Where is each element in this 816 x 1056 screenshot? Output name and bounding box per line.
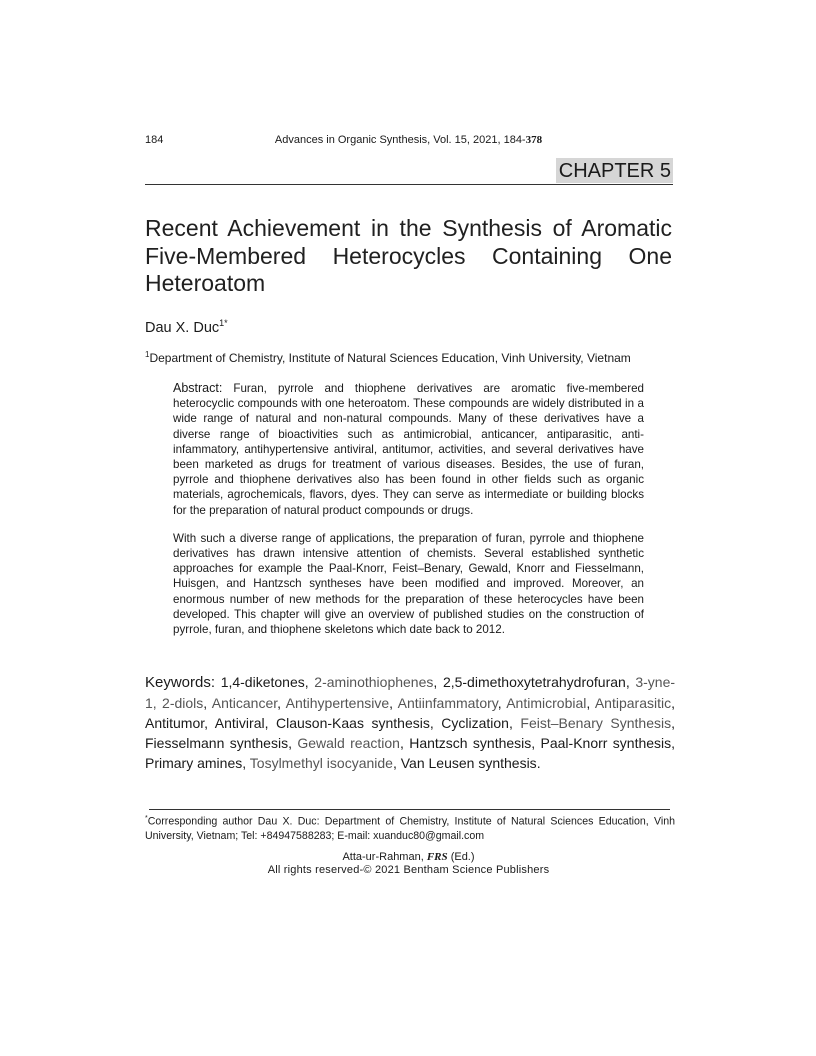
abstract-label: Abstract: — [173, 381, 223, 395]
keyword: Antihypertensive — [285, 695, 390, 711]
author-marks: 1* — [219, 318, 228, 328]
abstract-text: Furan, pyrrole and thiophene derivatives are aromatic five-membered heterocyclic compounds with one heteroatom. These compounds are widely distributed in a wide range of natural and non-natural compounds. Many of these derivatives have a diverse range of bioactivities such as antimicrobial, anticancer, antiparasitic, anti-infammatory, antihypertensive antiviral, antitumor, activities, and several derivatives have been marketed as drugs for treatment of various diseases. Besides, the use of furan, pyrrole and thiophene derivatives also has been found in other fields such as organic materials, agrochemicals, flavors, dyes. They can serve as intermediate or building blocks for the preparation of natural product compounds or drugs. — [173, 382, 644, 517]
keyword: 3-yne-1, 2-diols — [145, 674, 676, 711]
keyword: Tosylmethyl isocyanide — [249, 755, 393, 771]
abstract — [173, 381, 644, 650]
title-line: Five-Membered Heterocycles Containing One — [145, 242, 672, 269]
keywords-list: 1,4-diketones, 2-aminothiophenes, 2,5-dimethoxytetrahydrofuran, 3-yne-1, 2-diols, Anticancer, Antihypertensive, Antiinfammatory, Antimicrobial, Antiparasitic, Antitumor, Antiviral, Clauson-Kaas synthesis, Cyclization, Feist–Benary Synthesis, Fiesselmann synthesis, Gewald reaction, Hantzsch synthesis, Paal-Knorr synthesis, Primary amines, Tosylmethyl isocyanide, Van Leusen synthesis. — [145, 674, 676, 771]
keyword: Feist–Benary Synthesis — [520, 715, 672, 731]
abstract-paragraph — [173, 381, 644, 518]
author-name: Dau X. Duc — [145, 319, 220, 336]
author-line — [145, 318, 228, 336]
keyword: Antitumor — [145, 715, 205, 731]
keyword: 1,4-diketones — [220, 674, 305, 690]
editor-name: Atta-ur-Rahman, — [342, 851, 424, 863]
keyword: Clauson-Kaas synthesis — [276, 715, 430, 731]
keyword: Van Leusen synthesis — [400, 755, 537, 771]
keywords — [145, 672, 675, 773]
chapter-label: CHAPTER 5 — [556, 158, 673, 183]
keyword: Antiparasitic — [594, 695, 672, 711]
keyword: Gewald reaction — [297, 735, 400, 751]
footnote-divider — [149, 809, 670, 810]
editor-honor: FRS — [426, 851, 448, 863]
running-head — [145, 134, 672, 146]
title-line: Heteroatom — [145, 270, 266, 296]
footnote-text: Corresponding author Dau X. Duc: Department of Chemistry, Institute of Natural Sciences Education, Vinh University, Vietnam; Tel: +84947588283; E-mail: xuanduc80@gmail.com — [145, 815, 675, 843]
running-head-last-page: 378 — [525, 134, 543, 146]
chapter-divider — [145, 184, 673, 185]
keywords-label: Keywords: — [145, 674, 216, 691]
editor-suffix: (Ed.) — [450, 851, 475, 863]
keyword: Hantzsch synthesis — [409, 735, 532, 751]
keyword: Paal-Knorr synthesis — [540, 735, 672, 751]
keyword: Fiesselmann synthesis — [145, 735, 289, 751]
keyword: Primary amines — [145, 755, 243, 771]
footnote-mark: * — [145, 815, 148, 822]
copyright-line: All rights reserved-© 2021 Bentham Science Publishers — [267, 864, 550, 876]
running-head-text: Advances in Organic Synthesis, Vol. 15, 2021, 184- — [274, 134, 526, 146]
affiliation-text: Department of Chemistry, Institute of Natural Sciences Education, Vinh University, Vietnam — [149, 351, 631, 365]
abstract-paragraph: With such a diverse range of applications, the preparation of furan, pyrrole and thiophene derivatives has drawn intensive attention of chemists. Several established synthetic approaches for example the Paal-Knorr, Feist–Benary, Gewald, Knorr and Fiesselmann, Huisgen, and Hantzsch syntheses have been modified and improved. Moreover, an enormous number of new methods for the preparation of these heterocycles have been developed. This chapter will give an overview of published studies on the construction of pyrrole, furan, and thiophene skeletons which date back to 2012. — [173, 531, 644, 637]
corresponding-author-footnote — [145, 812, 675, 844]
keyword: Cyclization — [441, 715, 509, 731]
keyword: Anticancer — [211, 695, 278, 711]
keyword: Antiviral — [214, 715, 265, 731]
keyword: Antiinfammatory — [397, 695, 498, 711]
article-title — [145, 215, 672, 298]
affiliation-mark: 1 — [145, 350, 150, 359]
keyword: 2,5-dimethoxytetrahydrofuran — [442, 674, 626, 690]
keyword: Antimicrobial — [506, 695, 587, 711]
keyword: 2-aminothiophenes — [314, 674, 434, 690]
editor-line — [145, 851, 672, 863]
title-line: Recent Achievement in the Synthesis of Aromatic — [145, 215, 672, 241]
affiliation — [145, 350, 631, 365]
page-number: 184 — [145, 134, 164, 146]
